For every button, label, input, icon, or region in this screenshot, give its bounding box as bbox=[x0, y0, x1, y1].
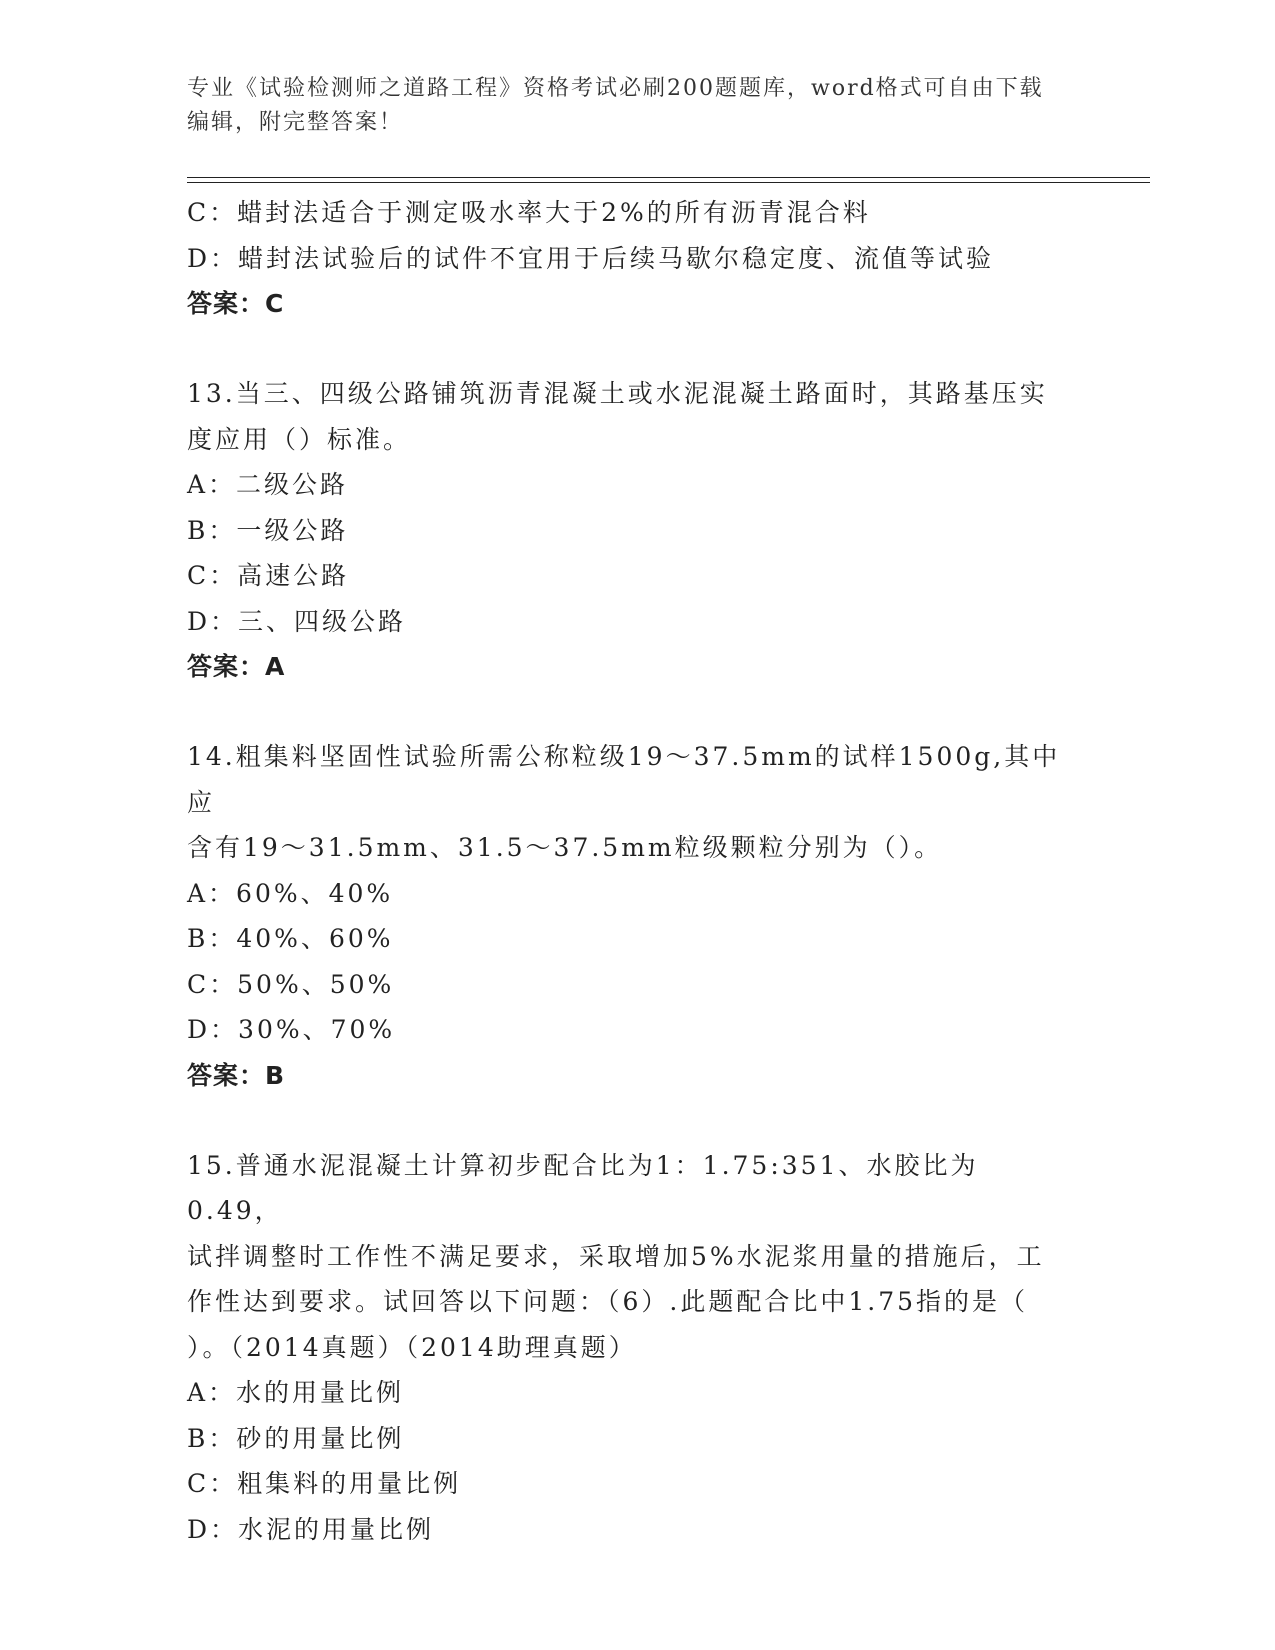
option-b: B：砂的用量比例 bbox=[187, 1423, 405, 1453]
document-body bbox=[187, 190, 1067, 1552]
question-line: 试拌调整时工作性不满足要求，采取增加5%水泥浆用量的措施后，工 bbox=[187, 1241, 1045, 1271]
option-c: C：50%、50% bbox=[187, 969, 395, 999]
question-line: 14.粗集料坚固性试验所需公称粒级19～37.5mm的试样1500g,其中应 bbox=[187, 742, 1061, 817]
option-d: D：30%、70% bbox=[187, 1015, 396, 1044]
option-a: A：60%、40% bbox=[187, 878, 394, 908]
question-text bbox=[187, 371, 1067, 462]
header-divider-top bbox=[187, 177, 1150, 178]
question-line: 度应用（）标准。 bbox=[187, 424, 412, 454]
option-d: D：水泥的用量比例 bbox=[187, 1514, 435, 1544]
answer-label: 答案：C bbox=[187, 289, 285, 318]
option-a: A：二级公路 bbox=[187, 470, 349, 499]
question-line: 作性达到要求。试回答以下问题：（6）.此题配合比中1.75指的是（ bbox=[187, 1287, 1029, 1316]
header-divider-bottom bbox=[187, 182, 1150, 183]
option-c: C：高速公路 bbox=[187, 561, 350, 590]
document-header bbox=[187, 72, 1067, 140]
option-d: D：三、四级公路 bbox=[187, 606, 407, 636]
option-a: A：水的用量比例 bbox=[187, 1378, 405, 1407]
question-line: 13.当三、四级公路铺筑沥青混凝土或水泥混凝土路面时，其路基压实 bbox=[187, 379, 1048, 408]
answer-label: 答案：A bbox=[187, 652, 286, 681]
option-b: B：一级公路 bbox=[187, 515, 349, 545]
answer-label: 答案：B bbox=[187, 1060, 286, 1090]
question-13 bbox=[187, 371, 1067, 690]
option-b: B：40%、60% bbox=[187, 924, 394, 953]
question-line: 含有19～31.5mm、31.5～37.5mm粒级颗粒分别为（）。 bbox=[187, 833, 943, 862]
question-line: ）。（2014真题）（2014助理真题） bbox=[187, 1332, 637, 1362]
option-c: C：粗集料的用量比例 bbox=[187, 1469, 462, 1498]
question-text bbox=[187, 1143, 1067, 1371]
question-text bbox=[187, 734, 1067, 871]
question-14 bbox=[187, 734, 1067, 1099]
question-line: 15.普通水泥混凝土计算初步配合比为1：1.75:351、水胶比为0.49， bbox=[187, 1150, 979, 1225]
header-title-line-1: 专业《试验检测师之道路工程》资格考试必刷200题题库，word格式可自由下载 bbox=[187, 76, 1044, 101]
option-c: C：蜡封法适合于测定吸水率大于2%的所有沥青混合料 bbox=[187, 198, 871, 227]
header-title-line-2: 编辑，附完整答案！ bbox=[187, 110, 404, 135]
option-d: D：蜡封法试验后的试件不宜用于后续马歇尔稳定度、流值等试验 bbox=[187, 243, 995, 273]
question-12-tail bbox=[187, 190, 1067, 327]
question-15 bbox=[187, 1143, 1067, 1553]
